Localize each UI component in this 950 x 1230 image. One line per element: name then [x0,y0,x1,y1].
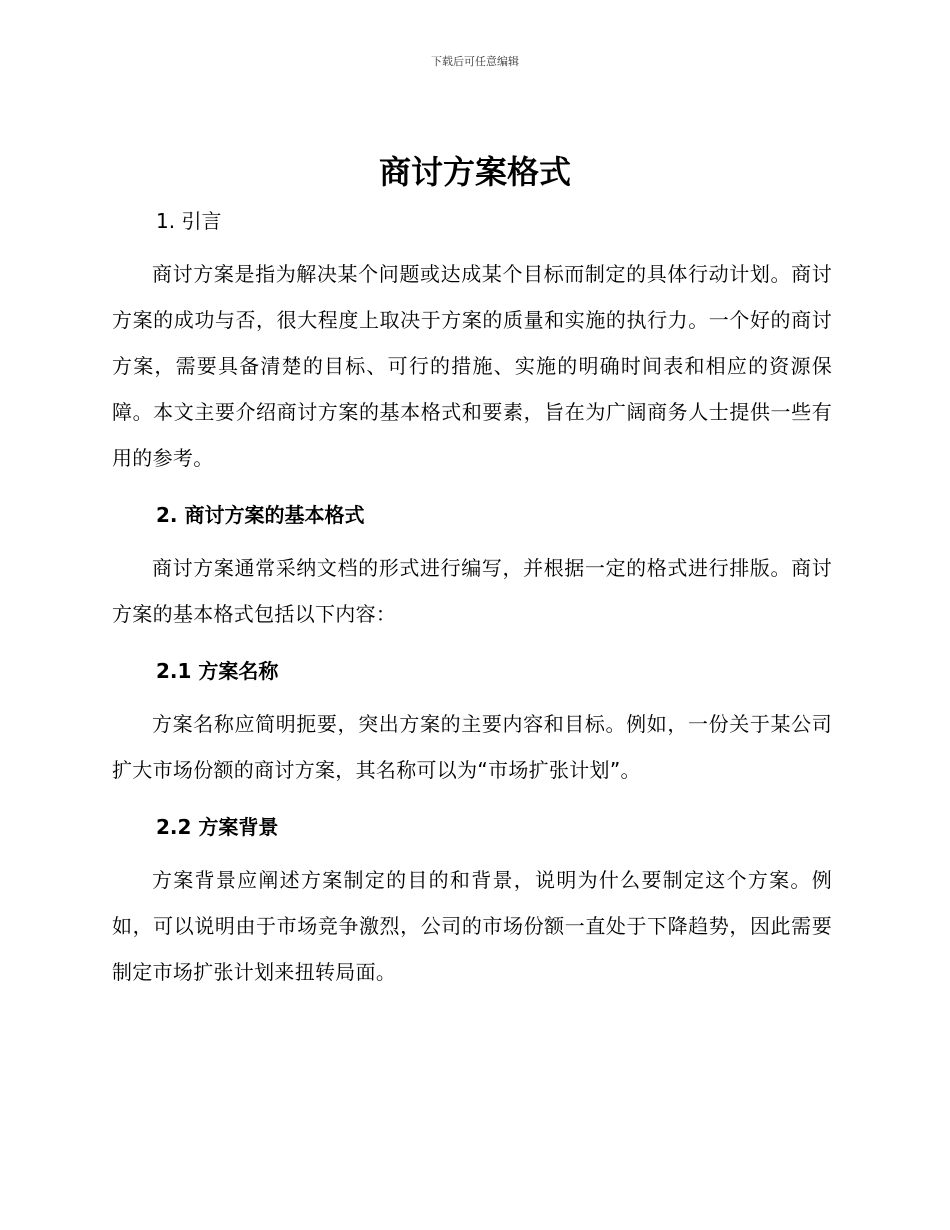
document-title: 商讨方案格式 [378,153,571,191]
paragraph-plan-background: 方案背景应阐述方案制定的目的和背景，说明为什么要制定这个方案。例如，可以说明由于市场竞争激烈，公司的市场份额一直处于下降趋势，因此需要制定市场扩张计划来扭转局面。 [112,868,832,984]
paragraph-plan-name: 方案名称应简明扼要，突出方案的主要内容和目标。例如，一份关于某公司扩大市场份额的商讨方案，其名称可以为“市场扩张计划”。 [112,712,832,782]
subsection-heading-plan-background: 2.2 方案背景 [156,815,279,839]
header-note: 下载后可任意编辑 [431,55,519,68]
paragraph-basic-format: 商讨方案通常采纳文档的形式进行编写，并根据一定的格式进行排版。商讨方案的基本格式包括以下内容： [112,556,832,626]
document-body [112,203,832,995]
section-heading-intro: 1. 引言 [156,209,222,233]
paragraph-intro: 商讨方案是指为解决某个问题或达成某个目标而制定的具体行动计划。商讨方案的成功与否，很大程度上取决于方案的质量和实施的执行力。一个好的商讨方案，需要具备清楚的目标、可行的措施、实施的明确时间表和相应的资源保障。本文主要介绍商讨方案的基本格式和要素，旨在为广阔商务人士提供一些有用的参考。 [112,262,832,470]
section-heading-basic-format: 2. 商讨方案的基本格式 [156,503,365,527]
subsection-heading-plan-name: 2.1 方案名称 [156,659,279,683]
